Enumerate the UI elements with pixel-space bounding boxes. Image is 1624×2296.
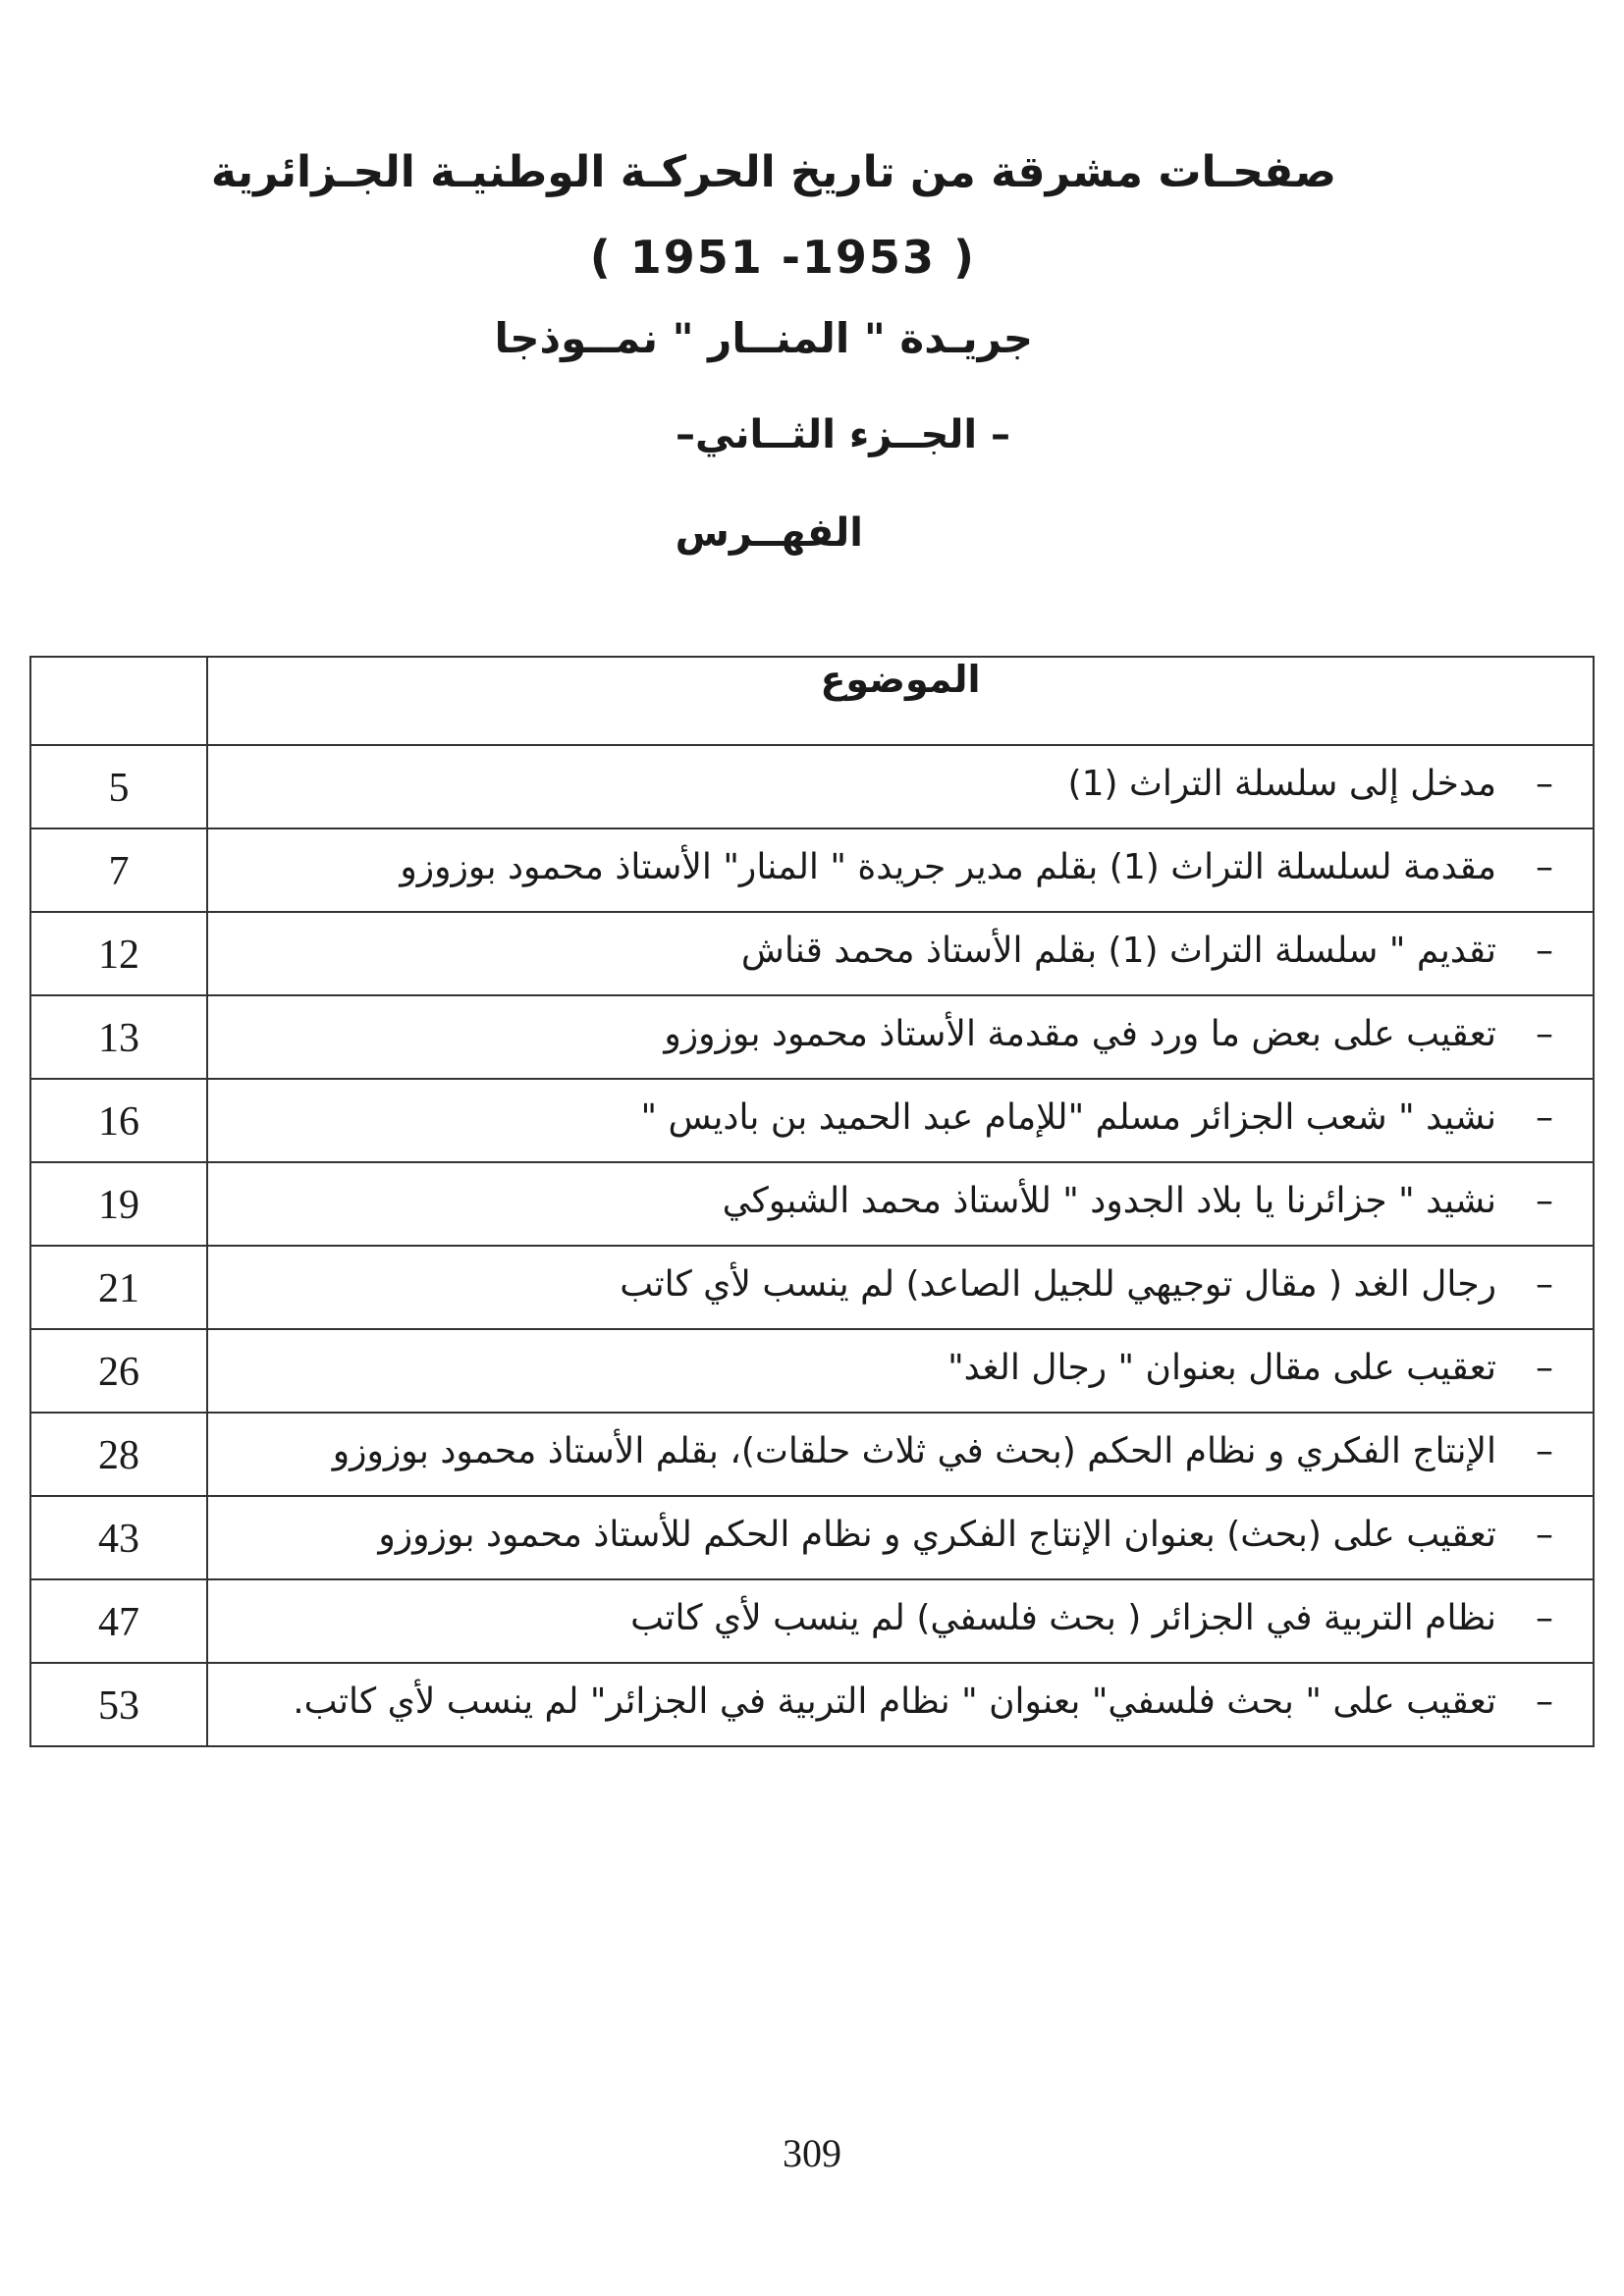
table-row <box>30 745 1594 828</box>
bullet-dash: – <box>1536 1431 1553 1471</box>
topic-text: رجال الغد ( مقال توجيهي للجيل الصاعد) لم ينسب لأي كاتب <box>620 1264 1496 1305</box>
table-header-row <box>30 657 1594 745</box>
page-number-cell: 12 <box>30 912 207 995</box>
index-title: الفهــرس <box>675 510 863 556</box>
table-row <box>30 1079 1594 1162</box>
page-number-cell: 43 <box>30 1496 207 1579</box>
part-label: – الجــزء الثــاني– <box>676 412 1010 457</box>
topic-text: نشيد " جزائرنا يا بلاد الجدود " للأستاذ محمد الشبوكي <box>722 1181 1496 1221</box>
page-number-cell: 47 <box>30 1579 207 1663</box>
topic-cell <box>207 828 1594 912</box>
page-number-cell: 13 <box>30 995 207 1079</box>
table-row <box>30 1413 1594 1496</box>
table-row <box>30 1329 1594 1413</box>
topic-text: تعقيب على بعض ما ورد في مقدمة الأستاذ محمود بوزوزو <box>664 1014 1496 1054</box>
page-number-cell: 19 <box>30 1162 207 1246</box>
topic-text: نشيد " شعب الجزائر مسلم "للإمام عبد الحميد بن باديس " <box>640 1097 1496 1138</box>
topic-cell <box>207 1579 1594 1663</box>
table-row <box>30 1663 1594 1746</box>
table-row <box>30 1162 1594 1246</box>
bullet-dash: – <box>1536 1181 1553 1221</box>
index-table-body <box>30 745 1594 1746</box>
table-row <box>30 1496 1594 1579</box>
table-row <box>30 1246 1594 1329</box>
index-table <box>29 656 1595 1747</box>
topic-cell <box>207 912 1594 995</box>
topic-cell <box>207 745 1594 828</box>
topic-text: تعقيب على " بحث فلسفي" بعنوان " نظام التربية في الجزائر" لم ينسب لأي كاتب. <box>293 1682 1496 1722</box>
topic-cell <box>207 1663 1594 1746</box>
topic-text: مقدمة لسلسلة التراث (1) بقلم مدير جريدة " المنار" الأستاذ محمود بوزوزو <box>400 847 1496 887</box>
topic-cell <box>207 995 1594 1079</box>
bullet-dash: – <box>1536 1014 1553 1054</box>
bullet-dash: – <box>1536 1598 1553 1638</box>
page-number-cell: 26 <box>30 1329 207 1413</box>
page-column-header <box>30 657 207 745</box>
topic-text: مدخل إلى سلسلة التراث (1) <box>1067 764 1496 804</box>
table-row <box>30 912 1594 995</box>
topic-cell <box>207 1162 1594 1246</box>
topic-text: الإنتاج الفكري و نظام الحكم (بحث في ثلاث حلقات)، بقلم الأستاذ محمود بوزوزو <box>332 1431 1496 1471</box>
table-row <box>30 828 1594 912</box>
table-row <box>30 1579 1594 1663</box>
table-row <box>30 995 1594 1079</box>
bullet-dash: – <box>1536 1515 1553 1555</box>
bullet-dash: – <box>1536 1097 1553 1138</box>
topic-cell <box>207 1079 1594 1162</box>
topic-text: تقديم " سلسلة التراث (1) بقلم الأستاذ محمد قناش <box>740 931 1496 971</box>
topic-text: تعقيب على مقال بعنوان " رجال الغد" <box>947 1348 1496 1388</box>
bullet-dash: – <box>1536 1348 1553 1388</box>
bullet-dash: – <box>1536 931 1553 971</box>
topic-cell <box>207 1413 1594 1496</box>
topic-column-header: الموضوع <box>207 657 1594 745</box>
page-number-cell: 5 <box>30 745 207 828</box>
page-number-cell: 28 <box>30 1413 207 1496</box>
bullet-dash: – <box>1536 1682 1553 1722</box>
topic-cell <box>207 1496 1594 1579</box>
bullet-dash: – <box>1536 764 1553 804</box>
page-number-cell: 21 <box>30 1246 207 1329</box>
page-number-cell: 16 <box>30 1079 207 1162</box>
topic-cell <box>207 1329 1594 1413</box>
newspaper-subtitle: جريـدة " المنــار " نمــوذجا <box>494 314 1033 362</box>
page-number-cell: 53 <box>30 1663 207 1746</box>
year-range: ( 1951 -1953 ) <box>589 231 976 284</box>
bullet-dash: – <box>1536 847 1553 887</box>
topic-text: تعقيب على (بحث) بعنوان الإنتاج الفكري و نظام الحكم للأستاذ محمود بوزوزو <box>378 1515 1496 1555</box>
book-title: صفحـات مشرقة من تاريخ الحركـة الوطنيـة الجـزائرية <box>210 147 1336 197</box>
page-number-cell: 7 <box>30 828 207 912</box>
page-number: 309 <box>783 2131 841 2175</box>
topic-cell <box>207 1246 1594 1329</box>
bullet-dash: – <box>1536 1264 1553 1305</box>
topic-text: نظام التربية في الجزائر ( بحث فلسفي) لم ينسب لأي كاتب <box>630 1598 1496 1638</box>
